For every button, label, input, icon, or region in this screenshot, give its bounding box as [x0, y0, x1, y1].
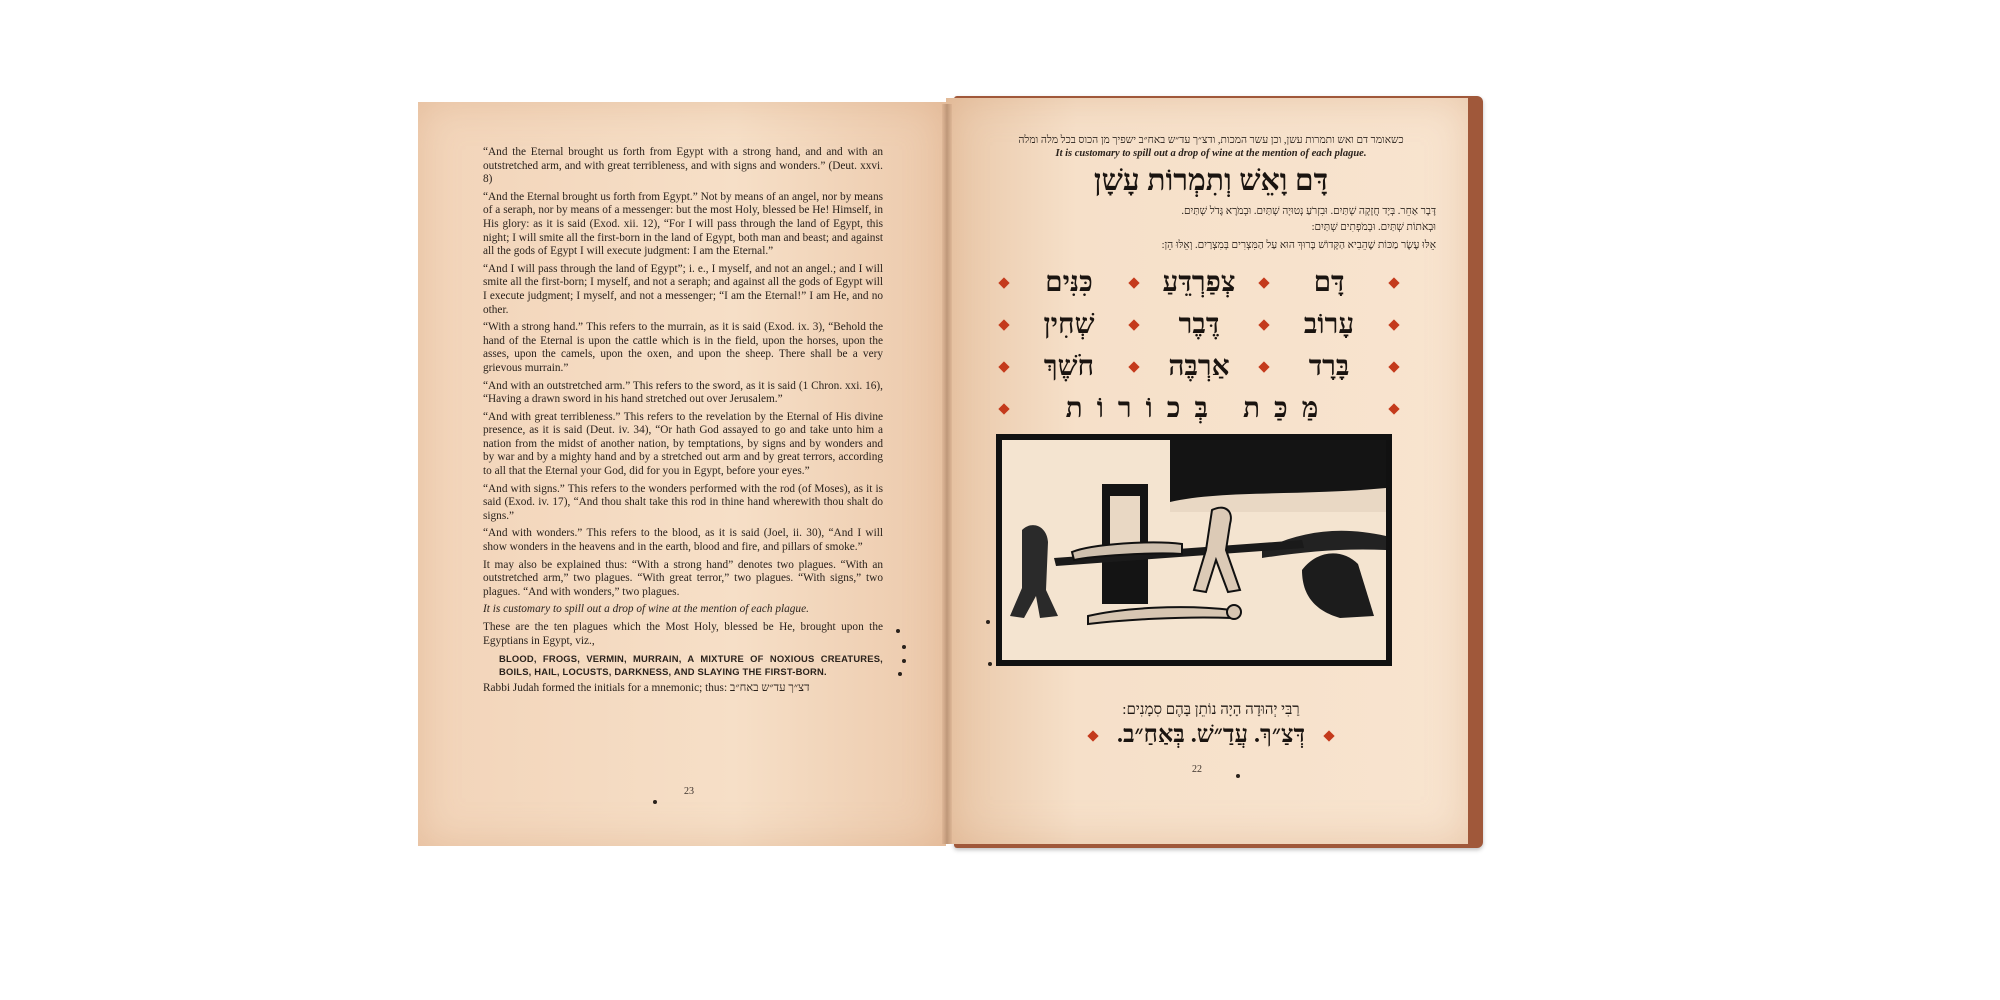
- plague-word: צְפַרְדֵּעַ: [1162, 267, 1236, 298]
- margin-dot: [988, 662, 992, 666]
- margin-dot: [653, 800, 657, 804]
- plague-word: חֹשֶׁךְ: [1043, 351, 1095, 382]
- paragraph: “With a strong hand.” This refers to the murrain, as it is said (Exod. ix. 3), “Behold the hand of the Eternal is upon the cattle which is in the field, upon the horses, upon the asses, upon the camels, upon the oxen, and upon the sheep. There shall be a very grievous murrain.”: [483, 321, 883, 374]
- page-number: 22: [1192, 764, 1202, 775]
- diamond-icon: [1087, 730, 1098, 741]
- margin-dot: [896, 629, 900, 633]
- plague-word: שְׁחִין: [1043, 309, 1095, 340]
- hebrew-text-line: דָּבָר אַחֵר. בְּיָד חֲזָקָה שְׁתַּיִם. וּבִזְרֹעַ נְטוּיָה שְׁתַּיִם. וּבְמֹרָא גָּדֹל שְׁתַּיִם.: [1181, 206, 1436, 217]
- left-page-text: [483, 146, 883, 700]
- hebrew-instruction: כשאומר דם ואש ותמרות עשן, וכן עשר המכות, ודצ״ך עד״ש באח״ב ישפיך מן הכוס בכל מלה ומלה: [1018, 135, 1404, 146]
- custom-note: It is customary to spill out a drop of wine at the mention of each plague.: [483, 603, 809, 616]
- diamond-icon: [1258, 319, 1269, 330]
- right-page: [946, 98, 1468, 844]
- diamond-icon: [998, 361, 1009, 372]
- diamond-icon: [1128, 319, 1139, 330]
- mnemonic-line: Rabbi Judah formed the initials for a mnemonic; thus: דצ״ך עד״ש באח״ב: [483, 682, 810, 695]
- diamond-icon: [1128, 361, 1139, 372]
- woodcut-illustration: [996, 434, 1392, 666]
- plague-word: דָּם: [1313, 267, 1345, 298]
- hebrew-text-line: וּבְאֹתוֹת שְׁתַּיִם. וּבְמֹפְתִים שְׁתַּיִם:: [1311, 222, 1436, 233]
- plague-row: [994, 304, 1404, 346]
- diamond-icon: [1323, 730, 1334, 741]
- plague-word: כִּנִּים: [1045, 267, 1093, 298]
- paragraph: “And with great terribleness.” This refers to the revelation by the Eternal of His divine presence, as it is said (Deut. iv. 34), “Or hath God assayed to go and take unto him a nation from the midst of another nation, by temptations, by signs and by wonders and by war and by a mighty hand and by a stretched out arm and by great terrors, according to all that the Eternal your God, did for you in Egypt, before your eyes.”: [483, 410, 883, 478]
- paragraph: “And I will pass through the land of Egypt”; i. e., I myself, and not an angel.; and I will smite all the first-born; I myself, and not a seraph; and against all the gods of Egypt will I execute judgment; I myself, and not a messenger; “I am the Eternal!” I am He, and no other.: [483, 262, 883, 316]
- plague-word: עָרוֹב: [1303, 309, 1355, 340]
- diamond-icon: [998, 277, 1009, 288]
- paragraph: “And with wonders.” This refers to the blood, as it is said (Joel, ii. 30), “And I will show wonders in the heavens and in the earth, blood and fire, and pillars of smoke.”: [483, 527, 883, 554]
- margin-dot: [902, 659, 906, 663]
- ten-plagues-grid: [994, 262, 1404, 430]
- plague-list: BLOOD, FROGS, VERMIN, MURRAIN, A MIXTURE OF NOXIOUS CREATURES, BOILS, HAIL, LOCUSTS, DARKNESS, AND SLAYING THE FIRST-BORN.: [499, 653, 883, 678]
- diamond-icon: [1258, 277, 1269, 288]
- plague-word: בָּרָד: [1308, 351, 1350, 382]
- book-gutter: [942, 104, 952, 844]
- diamond-icon: [1388, 277, 1399, 288]
- margin-dot: [902, 645, 906, 649]
- mnemonic-hebrew: דְּצַ״ךְ. עֲדַ״שׁ. בְּאַחַ״ב.: [1116, 722, 1306, 748]
- diamond-icon: [1388, 403, 1399, 414]
- rabbi-judah-caption: רַבִּי יְהוּדָה הָיָה נוֹתֵן בָּהֶם סִמָנִים:: [1122, 702, 1300, 718]
- paragraph: “And with an outstretched arm.” This refers to the sword, as it is said (1 Chron. xxi. 16), “Having a drawn sword in his hand stretched out over Jerusalem.”: [483, 379, 883, 406]
- open-book: [418, 96, 1483, 852]
- english-instruction: It is customary to spill out a drop of wine at the mention of each plague.: [1055, 148, 1367, 159]
- margin-dot: [986, 620, 990, 624]
- plague-row: [994, 388, 1404, 430]
- left-page: [418, 102, 946, 846]
- plague-word-firstborn: מַּכַּת בְּכוֹרוֹת: [1065, 393, 1333, 424]
- blood-fire-smoke-heading: דָּם וָאֵשׁ וְתִמְרוֹת עָשָׁן: [1093, 164, 1329, 197]
- hebrew-text-line: אֵלּוּ עֶשֶׂר מַכּוֹת שֶׁהֵבִיא הַקָּדוֹשׁ בָּרוּךְ הוּא עַל הַמִּצְרִים בְּמִצְרַיִם. וְאֵלּוּ הֵן:: [1161, 240, 1436, 251]
- mnemonic-caption: [986, 722, 1436, 749]
- plague-of-firstborn-image: [1002, 440, 1386, 660]
- paragraph: “And with signs.” This refers to the wonders performed with the rod (of Moses), as it is said (Exod. iv. 17), “And thou shalt take this rod in thine hand wherewith thou shalt do signs.”: [483, 482, 883, 522]
- diamond-icon: [998, 403, 1009, 414]
- paragraph: It may also be explained thus: “With a strong hand” denotes two plagues. “With an outstretched arm,” two plagues. “With great terror,” two plagues. “With signs,” two plagues. “And with wonders,” two plagues.: [483, 558, 883, 598]
- paragraph: “And the Eternal brought us forth from Egypt.” Not by means of an angel, nor by means of a seraph, nor by means of a messenger: but the most Holy, blessed be He! Himself, in His glory: as it is said (Exod. xii. 12), “For I will pass through the land of Egypt, this night; I will smite all the first-born in the land of Egypt, both man and beast; and against all the gods of Egypt I will execute judgment: I am the Eternal.”: [483, 190, 883, 258]
- page-header: [986, 134, 1436, 160]
- plague-row: [994, 346, 1404, 388]
- plague-row: [994, 262, 1404, 304]
- margin-dot: [1236, 774, 1240, 778]
- paragraph: “And the Eternal brought us forth from Egypt with a strong hand, and and with an outstretched arm, and with great terribleness, and with signs and wonders.” (Deut. xxvi. 8): [483, 146, 883, 186]
- diamond-icon: [1388, 319, 1399, 330]
- diamond-icon: [1128, 277, 1139, 288]
- plague-word: דֶּבֶר: [1178, 309, 1220, 340]
- margin-dot: [898, 672, 902, 676]
- diamond-icon: [1388, 361, 1399, 372]
- plague-word: אַרְבֶּה: [1168, 351, 1230, 382]
- diamond-icon: [998, 319, 1009, 330]
- page-number: 23: [684, 786, 694, 797]
- ten-plagues-intro: These are the ten plagues which the Most Holy, blessed be He, brought upon the Egyptians in Egypt, viz.,: [483, 621, 883, 647]
- diamond-icon: [1258, 361, 1269, 372]
